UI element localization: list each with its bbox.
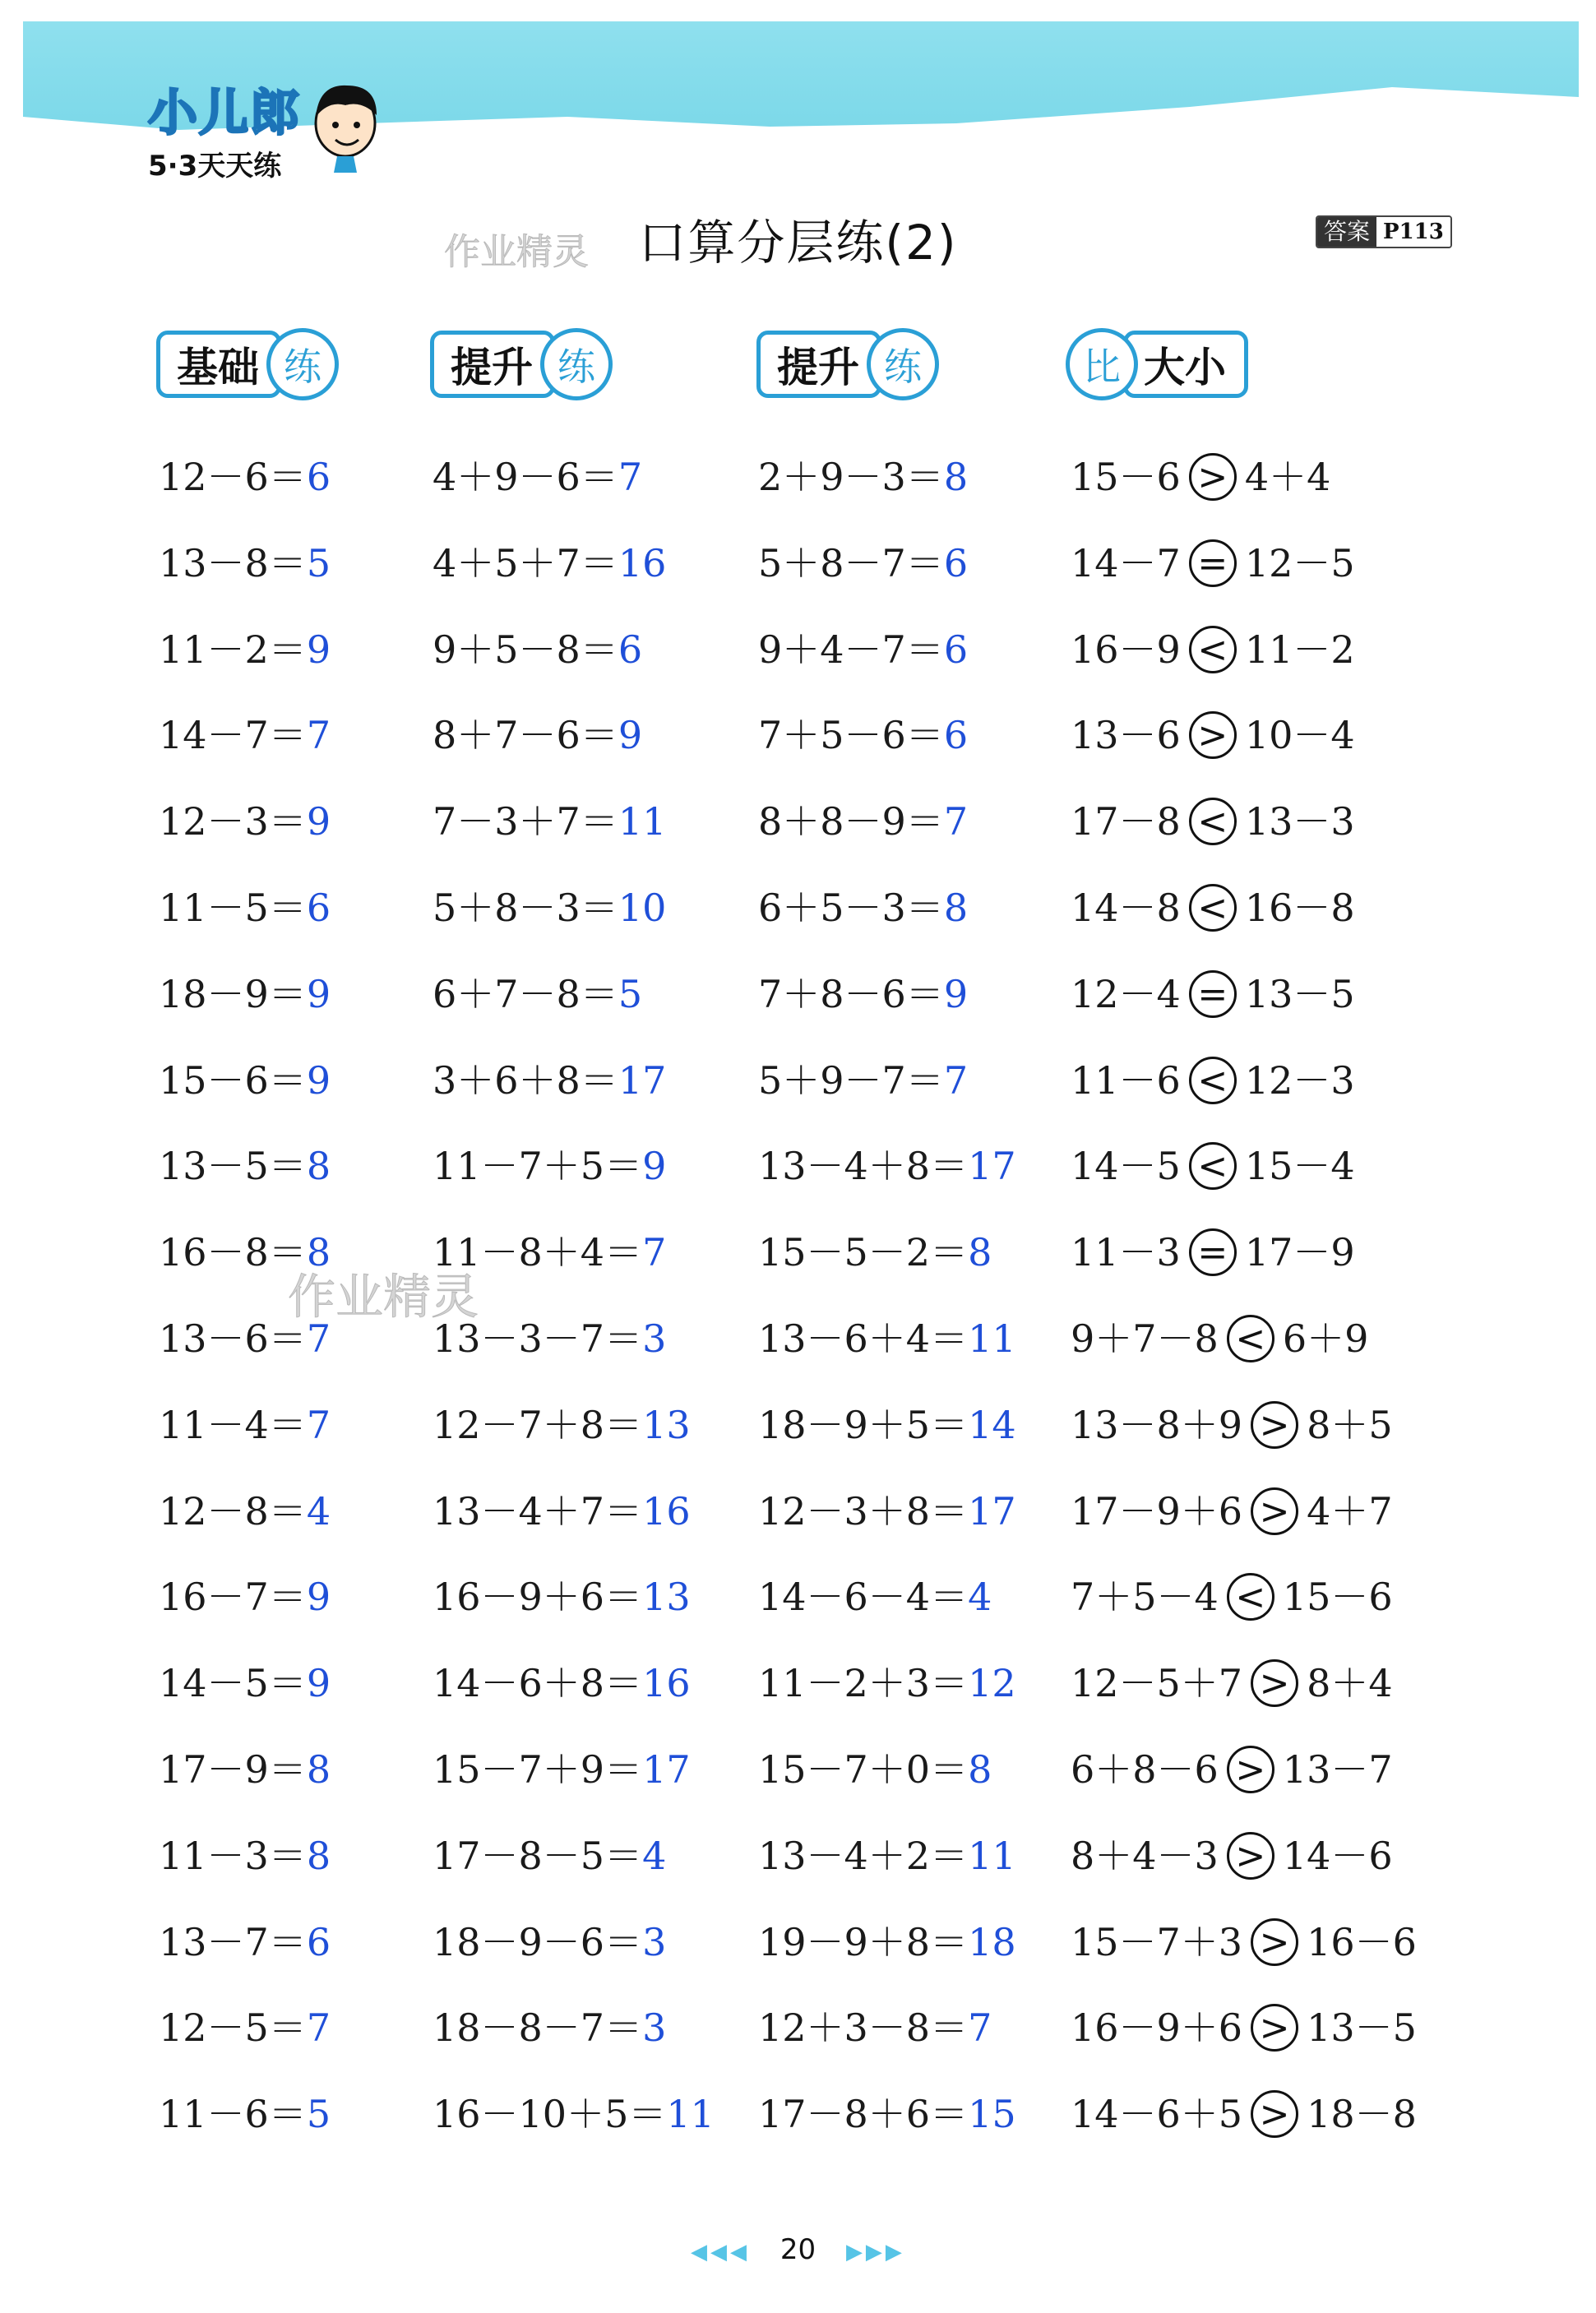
problem-expression: 16－8＝ [159,1230,307,1275]
problem-answer: 8 [306,1747,331,1792]
problem-expression: 5＋8－7＝ [758,540,944,585]
problem-answer: 4 [968,1575,992,1620]
problem-row [758,1658,1016,1708]
problem-answer: 6 [306,1919,331,1964]
problem-expression: 3＋6＋8＝ [433,1057,618,1103]
problem-expression: 13－4＋2＝ [758,1833,969,1878]
comparison-sign: = [1189,1228,1237,1276]
problem-expression: 16－7＝ [159,1575,307,1620]
problem-answer: 5 [618,971,643,1016]
problem-answer: 5 [306,540,331,585]
comparison-sign: > [1189,711,1237,759]
problem-row [433,1056,666,1105]
problem-expression: 5＋8－3＝ [433,886,618,930]
problem-answer: 7 [306,1402,331,1447]
problem-row [159,625,331,674]
problem-answer: 13 [642,1402,691,1447]
comparison-row [1071,1831,1393,1880]
problem-row [159,969,331,1019]
comparison-sign: > [1251,1918,1298,1966]
problem-answer: 6 [943,540,969,585]
problem-answer: 4 [642,1833,667,1878]
problem-expression: 2＋9－3＝ [758,455,944,499]
problem-expression: 7＋8－6＝ [758,971,944,1016]
column-header-label: 基础 [156,331,281,398]
comparison-sign: > [1251,2090,1298,2138]
comparison-left: 15－7＋3 [1071,1919,1243,1964]
comparison-left: 14－6＋5 [1071,2092,1243,2137]
comparison-sign: < [1189,1057,1237,1104]
problem-row [159,1400,331,1450]
problem-row [433,1658,691,1708]
problem-row [159,2089,331,2139]
comparison-right: 4＋4 [1244,455,1331,499]
problem-row [758,1572,992,1621]
problem-answer: 8 [968,1747,992,1792]
watermark: 作业精灵 [444,231,589,273]
problem-row [159,1228,331,1277]
problem-answer: 9 [642,1144,667,1189]
problem-expression: 17－8＋6＝ [758,2092,969,2137]
problem-answer: 11 [968,1316,1016,1361]
problem-row [758,710,968,760]
comparison-right: 8＋5 [1307,1402,1393,1447]
problem-expression: 7＋5－6＝ [758,713,944,758]
problem-expression: 11－7＋5＝ [433,1144,643,1189]
problem-expression: 7－3＋7＝ [433,799,618,844]
problem-row [758,1314,1016,1363]
problem-row [758,883,968,932]
problem-expression: 15－7＋9＝ [433,1747,643,1792]
problem-answer: 16 [618,540,667,585]
comparison-row [1071,969,1355,1019]
problem-answer: 12 [968,1661,1016,1706]
problem-expression: 11－8＋4＝ [433,1230,643,1275]
comparison-left: 13－6 [1071,713,1181,758]
answer-reference-tag [1316,215,1452,248]
comparison-left: 17－8 [1071,799,1181,844]
problem-row [758,2003,992,2052]
problem-row [758,452,968,502]
comparison-sign: = [1189,539,1237,587]
comparison-sign: > [1227,1746,1274,1793]
problem-answer: 6 [618,627,643,672]
answer-page: P113 [1376,217,1450,247]
problem-row [758,2089,1016,2139]
problem-expression: 12－3＋8＝ [758,1488,969,1534]
problem-answer: 11 [666,2092,715,2137]
problem-answer: 17 [618,1057,667,1103]
problem-row [433,1745,691,1794]
comparison-right: 12－3 [1244,1057,1355,1103]
comparison-right: 10－4 [1244,713,1355,758]
comparison-sign: > [1227,1832,1274,1880]
problem-expression: 18－8－7＝ [433,2005,643,2051]
problem-answer: 18 [968,1919,1016,1964]
problem-answer: 9 [306,1575,331,1620]
problem-expression: 11－6＝ [159,2092,307,2137]
comparison-right: 15－4 [1244,1144,1355,1189]
problem-answer: 6 [306,886,331,930]
problem-row [433,1314,666,1363]
problem-answer: 7 [943,1057,969,1103]
problem-expression: 13－7＝ [159,1919,307,1964]
problem-answer: 3 [642,2005,667,2051]
comparison-sign: < [1227,1573,1274,1621]
comparison-right: 6＋9 [1282,1316,1369,1361]
comparison-left: 12－5＋7 [1071,1661,1243,1706]
problem-expression: 11－2＋3＝ [758,1661,969,1706]
column-header-compare [1066,329,1248,400]
problem-expression: 13－4＋7＝ [433,1488,643,1534]
problem-expression: 9＋5－8＝ [433,627,618,672]
comparison-row [1071,797,1355,846]
problem-answer: 5 [306,2092,331,2137]
comparison-left: 14－5 [1071,1144,1181,1189]
comparison-left: 17－9＋6 [1071,1488,1243,1534]
comparison-left: 8＋4－3 [1071,1833,1219,1878]
problem-answer: 8 [943,455,969,499]
problem-answer: 9 [306,627,331,672]
problem-row [433,1831,666,1880]
comparison-sign: < [1189,626,1237,673]
logo-title: 小儿郎 [148,85,301,142]
comparison-sign: < [1189,798,1237,845]
problem-expression: 12－6＝ [159,455,307,499]
problem-row [159,883,331,932]
problem-expression: 13－6＝ [159,1316,307,1361]
comparison-row [1071,452,1330,502]
problem-row [159,797,331,846]
comparison-left: 14－7 [1071,540,1181,585]
column-header-advanced [430,329,613,400]
problem-answer: 9 [618,713,643,758]
prev-arrows-icon: ◀◀◀ [691,2240,751,2264]
problem-row [433,969,642,1019]
problem-expression: 14－6＋8＝ [433,1661,643,1706]
problem-expression: 13－4＋8＝ [758,1144,969,1189]
comparison-sign: > [1251,1487,1298,1535]
comparison-right: 13－7 [1282,1747,1393,1792]
problem-expression: 14－7＝ [159,713,307,758]
comparison-row [1071,710,1355,760]
comparison-row [1071,883,1355,932]
comparison-left: 11－3 [1071,1230,1181,1275]
practice-icon: 练 [867,328,939,400]
problem-row [433,452,642,502]
comparison-sign: < [1227,1315,1274,1362]
problem-expression: 5＋9－7＝ [758,1057,944,1103]
comparison-row [1071,1228,1355,1277]
problem-expression: 4＋9－6＝ [433,455,618,499]
comparison-left: 16－9 [1071,627,1181,672]
problem-answer: 4 [306,1488,331,1534]
problem-expression: 8＋7－6＝ [433,713,618,758]
comparison-right: 13－5 [1307,2005,1417,2051]
problem-expression: 11－4＝ [159,1402,307,1447]
problem-expression: 15－7＋0＝ [758,1747,969,1792]
problem-answer: 11 [968,1833,1016,1878]
problem-row [433,1487,691,1536]
problem-row [758,969,968,1019]
comparison-left: 6＋8－6 [1071,1747,1219,1792]
problem-row [159,2003,331,2052]
brand-logo [148,74,301,183]
comparison-row [1071,1056,1355,1105]
problem-row [159,710,331,760]
problem-answer: 8 [306,1230,331,1275]
problem-answer: 9 [943,971,969,1016]
column-header-label: 提升 [756,331,881,398]
comparison-left: 13－8＋9 [1071,1402,1243,1447]
comparison-right: 11－2 [1244,627,1355,672]
comparison-left: 15－6 [1071,455,1181,499]
problem-row [758,1831,1016,1880]
problem-answer: 7 [306,2005,331,2051]
problem-expression: 13－5＝ [159,1144,307,1189]
comparison-row [1071,1400,1393,1450]
problem-expression: 18－9＝ [159,971,307,1016]
comparison-row [1071,1658,1393,1708]
problem-row [433,710,642,760]
problem-expression: 15－6＝ [159,1057,307,1103]
problem-expression: 12－3＝ [159,799,307,844]
problem-expression: 17－8－5＝ [433,1833,643,1878]
comparison-row [1071,1745,1393,1794]
problem-expression: 12－5＝ [159,2005,307,2051]
problem-expression: 11－3＝ [159,1833,307,1878]
next-arrows-icon: ▶▶▶ [845,2240,905,2264]
problem-row [433,625,642,674]
comparison-sign: < [1189,1142,1237,1190]
comparison-sign: > [1251,1659,1298,1707]
problem-answer: 7 [968,2005,992,2051]
problem-answer: 8 [943,886,969,930]
answer-label: 答案 [1317,217,1376,247]
problem-expression: 14－5＝ [159,1661,307,1706]
problem-expression: 8＋8－9＝ [758,799,944,844]
problem-answer: 9 [306,799,331,844]
problem-row [433,2089,715,2139]
problem-answer: 3 [642,1316,667,1361]
problem-answer: 16 [642,1661,691,1706]
comparison-left: 11－6 [1071,1057,1181,1103]
problem-answer: 7 [306,713,331,758]
problem-row [159,1487,331,1536]
comparison-row [1071,1314,1368,1363]
comparison-row [1071,1487,1393,1536]
problem-row [433,1917,666,1967]
problem-row [758,1141,1016,1191]
problem-expression: 18－9－6＝ [433,1919,643,1964]
problem-expression: 16－9＋6＝ [433,1575,643,1620]
problem-answer: 13 [642,1575,691,1620]
problem-answer: 14 [968,1402,1016,1447]
problem-row [433,1141,666,1191]
problem-expression: 9＋4－7＝ [758,627,944,672]
problem-expression: 12－8＝ [159,1488,307,1534]
column-header-label: 提升 [430,331,555,398]
comparison-row [1071,2089,1417,2139]
column-header-advanced [756,329,939,400]
comparison-row [1071,1141,1355,1191]
practice-icon: 练 [540,328,613,400]
problem-row [758,1745,992,1794]
problem-answer: 16 [642,1488,691,1534]
problem-expression: 11－5＝ [159,886,307,930]
problem-expression: 19－9＋8＝ [758,1919,969,1964]
problem-row [159,1745,331,1794]
page-number: 20 [779,2233,817,2266]
comparison-sign: > [1251,2004,1298,2052]
comparison-right: 16－6 [1307,1919,1417,1964]
problem-row [433,1400,691,1450]
problem-row [758,1487,1016,1536]
comparison-right: 4＋7 [1307,1488,1393,1534]
problem-expression: 6＋7－8＝ [433,971,618,1016]
comparison-row [1071,539,1355,588]
comparison-sign: > [1251,1401,1298,1449]
problem-expression: 6＋5－3＝ [758,886,944,930]
problem-row [159,539,331,588]
problem-row [159,1141,331,1191]
problem-row [758,1400,1016,1450]
problem-expression: 15－5－2＝ [758,1230,969,1275]
problem-row [159,1917,331,1967]
comparison-right: 13－5 [1244,971,1355,1016]
problem-expression: 13－8＝ [159,540,307,585]
problem-expression: 17－9＝ [159,1747,307,1792]
comparison-right: 15－6 [1282,1575,1393,1620]
problem-answer: 17 [968,1488,1016,1534]
problem-expression: 13－3－7＝ [433,1316,643,1361]
problem-row [758,1056,968,1105]
mascot-boy-icon [304,76,386,174]
problem-row [758,797,968,846]
problem-expression: 14－6－4＝ [758,1575,969,1620]
problem-row [433,797,666,846]
comparison-left: 7＋5－4 [1071,1575,1219,1620]
comparison-left: 16－9＋6 [1071,2005,1243,2051]
problem-expression: 13－6＋4＝ [758,1316,969,1361]
problem-row [159,1658,331,1708]
column-header-label: 大小 [1123,331,1248,398]
comparison-row [1071,1917,1417,1967]
problem-expression: 16－10＋5＝ [433,2092,667,2137]
watermark: 作业精灵 [288,1269,479,1325]
problem-row [433,883,666,932]
problem-answer: 9 [306,971,331,1016]
problem-answer: 6 [943,713,969,758]
problem-answer: 7 [618,455,643,499]
problem-row [159,1831,331,1880]
problem-row [433,1228,666,1277]
practice-icon: 练 [266,328,339,400]
problem-row [433,539,666,588]
problem-answer: 7 [306,1316,331,1361]
problem-answer: 6 [306,455,331,499]
problem-expression: 12－7＋8＝ [433,1402,643,1447]
comparison-sign: > [1189,453,1237,501]
problem-answer: 9 [306,1057,331,1103]
comparison-row [1071,2003,1417,2052]
comparison-sign: = [1189,970,1237,1018]
problem-answer: 10 [618,886,667,930]
problem-row [758,625,968,674]
page-footer [0,2233,1596,2266]
comparison-right: 14－6 [1282,1833,1393,1878]
comparison-row [1071,1572,1393,1621]
problem-expression: 18－9＋5＝ [758,1402,969,1447]
problem-answer: 8 [968,1230,992,1275]
problem-row [159,452,331,502]
problem-row [433,1572,691,1621]
problem-answer: 6 [943,627,969,672]
problem-row [159,1056,331,1105]
problem-answer: 7 [642,1230,667,1275]
column-header-basic [156,329,339,400]
comparison-row [1071,625,1355,674]
problem-row [758,1917,1016,1967]
comparison-right: 16－8 [1244,886,1355,930]
problem-answer: 9 [306,1661,331,1706]
compare-icon: 比 [1066,328,1138,400]
problem-expression: 12＋3－8＝ [758,2005,969,2051]
comparison-right: 8＋4 [1307,1661,1393,1706]
comparison-left: 14－8 [1071,886,1181,930]
comparison-right: 13－3 [1244,799,1355,844]
page-title: 口算分层练(2) [638,215,958,271]
comparison-right: 17－9 [1244,1230,1355,1275]
comparison-left: 12－4 [1071,971,1181,1016]
problem-answer: 17 [968,1144,1016,1189]
problem-answer: 7 [943,799,969,844]
comparison-right: 18－8 [1307,2092,1417,2137]
problem-answer: 15 [968,2092,1016,2137]
problem-expression: 11－2＝ [159,627,307,672]
problem-answer: 8 [306,1833,331,1878]
problem-answer: 17 [642,1747,691,1792]
problem-answer: 3 [642,1919,667,1964]
comparison-sign: < [1189,884,1237,932]
problem-row [159,1314,331,1363]
problem-answer: 8 [306,1144,331,1189]
problem-answer: 11 [618,799,667,844]
problem-row [433,2003,666,2052]
comparison-left: 9＋7－8 [1071,1316,1219,1361]
logo-subtitle: 5·3天天练 [148,150,282,183]
problem-row [758,539,968,588]
problem-row [159,1572,331,1621]
problem-expression: 4＋5＋7＝ [433,540,618,585]
comparison-right: 12－5 [1244,540,1355,585]
problem-row [758,1228,992,1277]
